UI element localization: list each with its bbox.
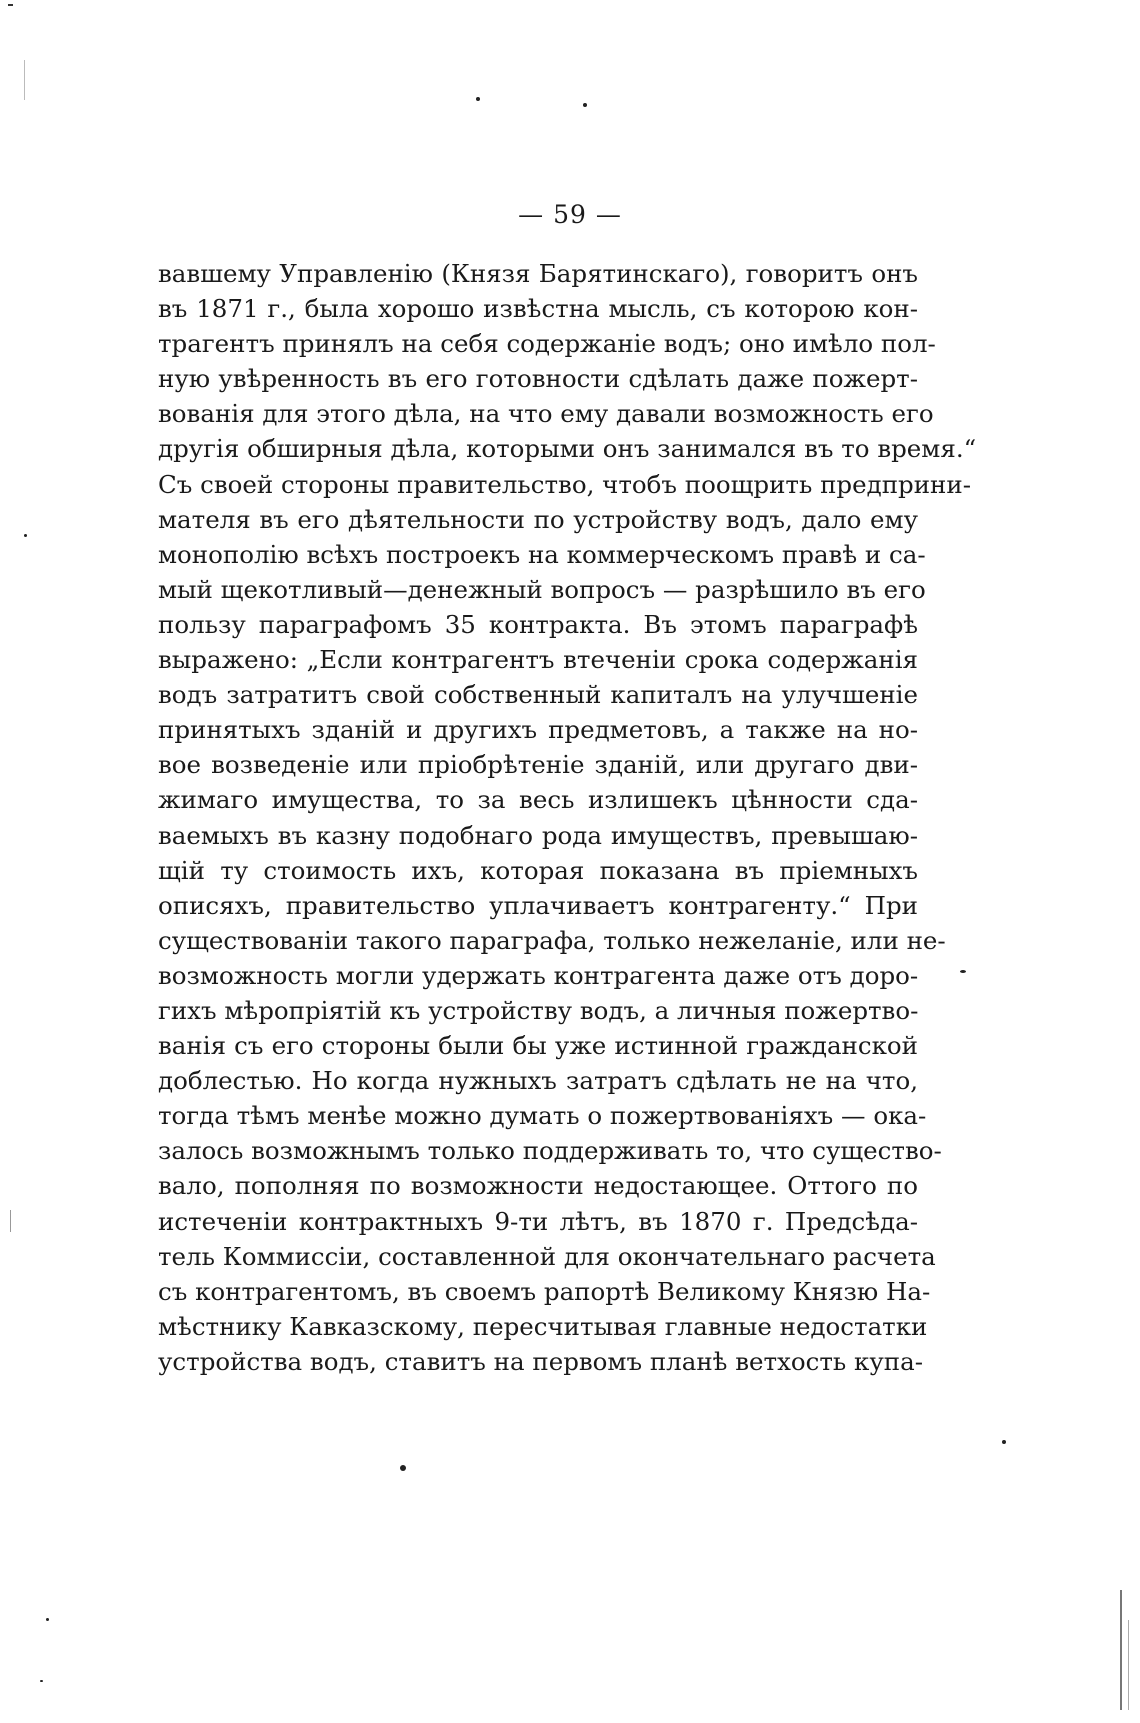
text-line: вое возведеніе или пріобрѣтеніе зданій, или другаго дви- bbox=[158, 750, 918, 780]
text-line: вованія для этого дѣла, на что ему давали возможность его bbox=[158, 399, 934, 429]
text-line: жимаго имущества, то за весь излишекъ цѣнности сда- bbox=[158, 785, 918, 815]
text-line: водъ затратитъ свой собственный капиталъ на улучшеніе bbox=[158, 680, 918, 710]
text-line: возможность могли удержать контрагента даже отъ доро- bbox=[158, 960, 919, 990]
scan-speck bbox=[400, 1465, 406, 1471]
text-line: щій ту стоимость ихъ, которая показана въ пріемныхъ bbox=[158, 855, 918, 885]
text-line: ваемыхъ въ казну подобнаго рода имуществъ, превышаю- bbox=[158, 820, 918, 850]
text-line: съ контрагентомъ, въ своемъ рапортѣ Великому Князю На- bbox=[158, 1276, 931, 1306]
scan-speck bbox=[40, 1680, 43, 1682]
text-line: устройства водъ, ставитъ на первомъ планѣ ветхость купа- bbox=[158, 1346, 924, 1376]
text-line: истеченіи контрактныхъ 9-ти лѣтъ, въ 1870 г. Предсѣда- bbox=[158, 1206, 918, 1236]
scan-speck bbox=[1002, 1440, 1006, 1444]
text-line: мателя въ его дѣятельности по устройству водъ, дало ему bbox=[158, 504, 918, 534]
scan-speck bbox=[24, 534, 27, 537]
text-line: тель Коммиссіи, составленной для окончательнаго расчета bbox=[158, 1241, 936, 1271]
scan-speck bbox=[583, 103, 587, 107]
text-line: тогда тѣмъ менѣе можно думать о пожертвованіяхъ — ока- bbox=[158, 1101, 927, 1131]
scan-edge-mark bbox=[10, 1210, 11, 1232]
text-line: существованіи такого параграфа, только нежеланіе, или не- bbox=[158, 925, 946, 955]
text-line: мѣстнику Кавказскому, пересчитывая главные недостатки bbox=[158, 1311, 928, 1341]
text-line: выражено: „Если контрагентъ втеченіи срока содержанія bbox=[158, 645, 918, 675]
text-line: ванія съ его стороны были бы уже истинной гражданской bbox=[158, 1031, 918, 1061]
scan-edge-mark bbox=[1120, 1590, 1122, 1710]
page-number: — 59 — bbox=[518, 200, 622, 229]
text-line: описяхъ, правительство уплачиваетъ контрагенту.“ При bbox=[158, 890, 918, 920]
text-line: въ 1871 г., была хорошо извѣстна мысль, съ которою кон- bbox=[158, 294, 918, 324]
text-line: залось возможнымъ только поддерживать то, что существо- bbox=[158, 1136, 942, 1166]
text-line: вало, пополняя по возможности недостающее. Оттого по bbox=[158, 1171, 918, 1201]
text-line: принятыхъ зданій и другихъ предметовъ, а также на но- bbox=[158, 715, 918, 745]
scan-edge-mark bbox=[1128, 1620, 1129, 1710]
text-line: мый щекотливый—денежный вопросъ — разрѣшило въ его bbox=[158, 574, 926, 604]
scan-speck bbox=[960, 970, 966, 973]
scan-speck bbox=[46, 1618, 49, 1621]
text-line: Съ своей стороны правительство, чтобъ поощрить предприни- bbox=[158, 469, 971, 499]
text-line: другія обширныя дѣла, которыми онъ занимался въ то время.“ bbox=[158, 434, 977, 464]
text-line: трагентъ принялъ на себя содержаніе водъ; оно имѣло пол- bbox=[158, 329, 936, 359]
text-line: вавшему Управленію (Князя Барятинскаго), говоритъ онъ bbox=[158, 259, 918, 288]
text-line: пользу параграфомъ 35 контракта. Въ этомъ параграфѣ bbox=[158, 609, 918, 639]
text-line: доблестью. Но когда нужныхъ затратъ сдѣлать не на что, bbox=[158, 1066, 918, 1096]
scan-speck bbox=[476, 97, 480, 101]
text-line: гихъ мѣропріятій къ устройству водъ, а личныя пожертво- bbox=[158, 995, 919, 1025]
text-line: ную увѣренность въ его готовности сдѣлать даже пожерт- bbox=[158, 364, 918, 394]
scan-edge-mark bbox=[8, 4, 13, 6]
text-line: монополію всѣхъ построекъ на коммерческомъ правѣ и са- bbox=[158, 539, 926, 569]
body-text bbox=[158, 256, 977, 1379]
scan-edge-mark bbox=[24, 60, 25, 100]
